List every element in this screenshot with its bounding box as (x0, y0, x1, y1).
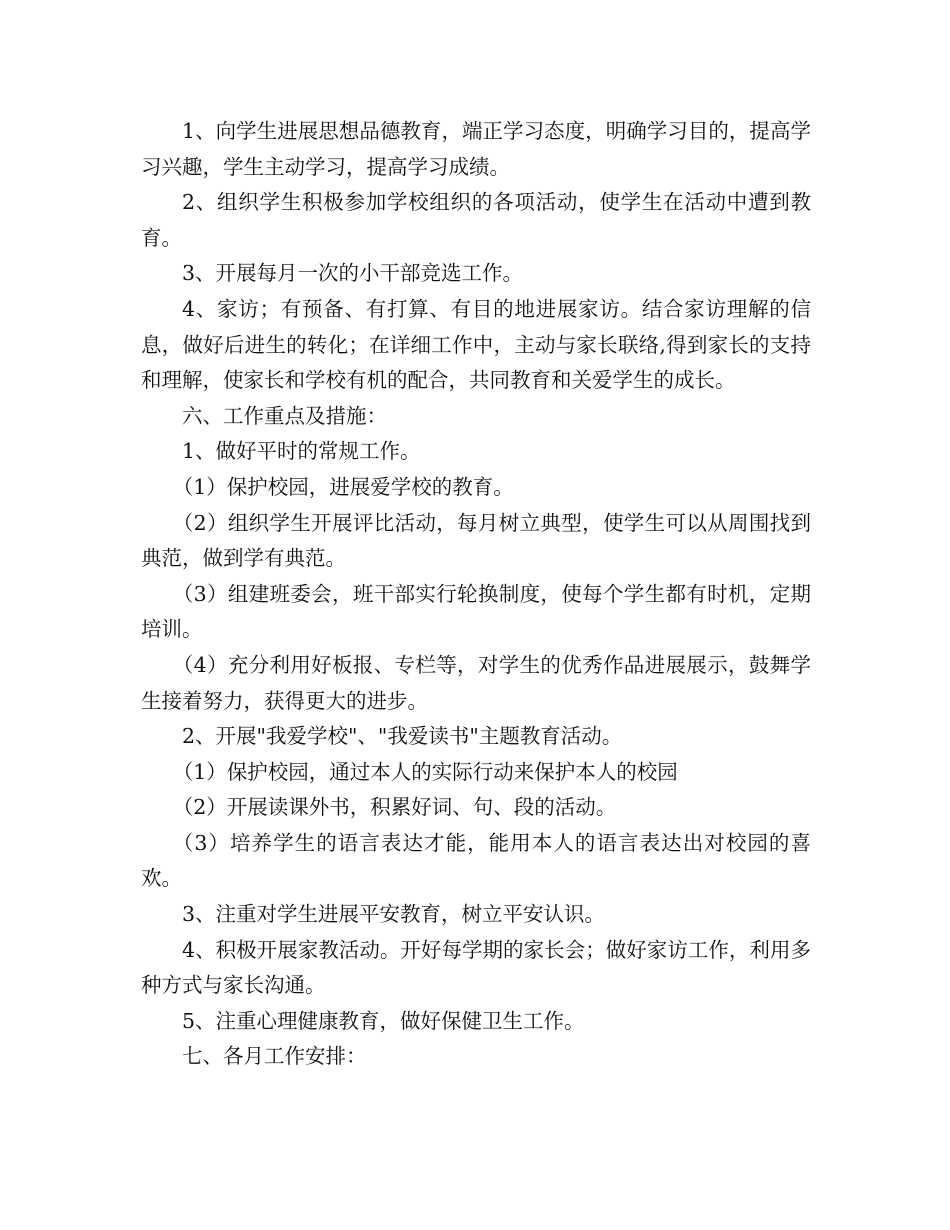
section-heading-6: 六、工作重点及措施： (182, 403, 387, 428)
paragraph-6-1-1: （1）保护校园，进展爱学校的教育。 (172, 474, 514, 499)
paragraph-6-2-2: （2）开展读课外书，积累好词、句、段的活动。 (172, 795, 617, 820)
paragraph-6-4: 4、积极开展家教活动。开好每学期的家长会；做好家访工作，利用多种方式与家长沟通。 (141, 937, 811, 998)
paragraph-6-1-2: （2）组织学生开展评比活动，每月树立典型，使学生可以从周围找到典范，做到学有典范。 (141, 510, 811, 571)
paragraph-6-3: 3、注重对学生进展平安教育，树立平安认识。 (182, 902, 606, 927)
paragraph-2: 2、组织学生积极参加学校组织的各项活动，使学生在活动中遭到教育。 (141, 190, 811, 250)
paragraph-6-2-3: （3）培养学生的语言表达才能，能用本人的语言表达出对校园的喜欢。 (141, 830, 811, 891)
paragraph-1: 1、向学生进展思想品德教育，端正学习态度，明确学习目的，提高学习兴趣，学生主动学习，提高学习成绩。 (141, 119, 811, 179)
paragraph-6-2: 2、开展"我爱学校"、"我爱读书"主题教育活动。 (182, 724, 623, 749)
paragraph-4: 4、家访；有预备、有打算、有目的地进展家访。结合家访理解的信息，做好后进生的转化；在详细工作中，主动与家长联络,得到家长的支持和理解，使家长和学校有机的配合，共同教育和关爱学生的成长。 (141, 296, 811, 393)
paragraph-6-1: 1、做好平时的常规工作。 (182, 439, 421, 464)
paragraph-3: 3、开展每月一次的小干部竞选工作。 (182, 261, 524, 286)
document-page (141, 114, 811, 1075)
section-heading-7: 七、各月工作安排： (182, 1044, 367, 1069)
paragraph-6-1-4: （4）充分利用好板报、专栏等，对学生的优秀作品进展展示，鼓舞学生接着努力，获得更大的进步。 (141, 652, 811, 713)
paragraph-6-1-3: （3）组建班委会，班干部实行轮换制度，使每个学生都有时机，定期培训。 (141, 581, 811, 642)
paragraph-6-2-1: （1）保护校园，通过本人的实际行动来保护本人的校园 (172, 759, 678, 784)
paragraph-6-5: 5、注重心理健康教育，做好保健卫生工作。 (182, 1008, 585, 1033)
